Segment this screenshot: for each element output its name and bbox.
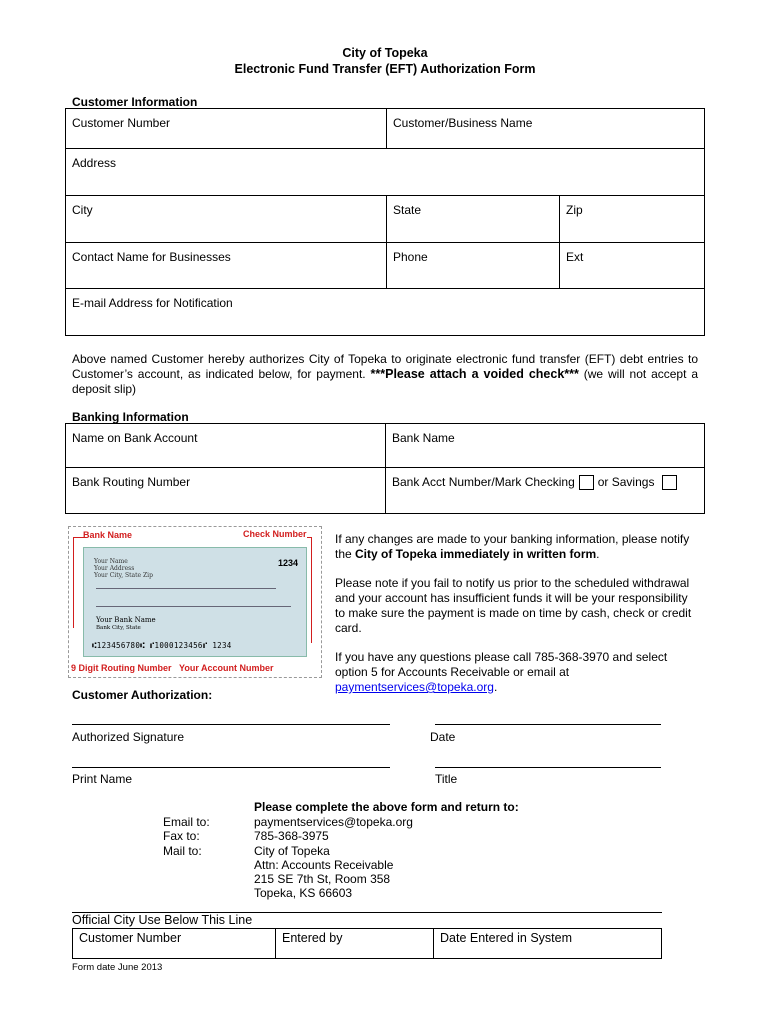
email-link[interactable]: paymentservices@topeka.org	[335, 680, 494, 694]
auth-text-bold: ***Please attach a voided check***	[370, 367, 579, 381]
savings-label: or Savings	[597, 475, 655, 489]
entered-by-label: Entered by	[282, 931, 343, 945]
account-number-field[interactable]	[386, 468, 705, 514]
title-label: Title	[435, 772, 458, 786]
banking-info-table	[65, 423, 705, 514]
address-label: Address	[72, 156, 117, 170]
signature-line[interactable]	[72, 724, 390, 725]
check-number: 1234	[277, 558, 298, 568]
zip-field[interactable]	[560, 196, 705, 243]
notes-p1-bold: City of Topeka immediately in written form	[355, 547, 597, 561]
customer-info-heading: Customer Information	[72, 95, 198, 109]
phone-field[interactable]	[387, 243, 560, 289]
state-field[interactable]	[387, 196, 560, 243]
notes-paragraph-changes	[335, 532, 693, 562]
official-use-heading: Official City Use Below This Line	[72, 913, 253, 927]
mail-line-4: Topeka, KS 66603	[254, 886, 353, 901]
check-payer-block	[94, 558, 153, 579]
customer-authorization-heading: Customer Authorization:	[72, 688, 213, 702]
form-date: Form date June 2013	[72, 962, 163, 973]
check-bank-line2: Bank City, State	[96, 625, 141, 631]
customer-number-field[interactable]	[66, 109, 387, 149]
check-pay-line	[96, 588, 276, 589]
banking-info-heading: Banking Information	[72, 410, 189, 424]
ext-field[interactable]	[560, 243, 705, 289]
print-name-label: Print Name	[72, 772, 133, 786]
address-field[interactable]	[66, 149, 705, 196]
notes-p3-text: If you have any questions please call 785-368-3970 and select option 5 for Accounts Receivable or email at	[335, 650, 668, 679]
check-city-line: Your City, State Zip	[94, 572, 153, 579]
account-number-caption: Your Account Number	[179, 663, 274, 673]
sample-check-illustration	[68, 526, 322, 678]
title-line[interactable]	[435, 767, 661, 768]
date-line[interactable]	[435, 724, 661, 725]
routing-number-label: Bank Routing Number	[72, 475, 191, 489]
routing-number-caption: 9 Digit Routing Number	[71, 663, 172, 673]
date-entered-field[interactable]	[434, 929, 662, 959]
date-entered-label: Date Entered in System	[440, 931, 573, 945]
email-to-label: Email to:	[163, 815, 210, 829]
fax-to-value: 785-368-3975	[254, 829, 329, 844]
bank-name-bracket	[73, 537, 84, 628]
org-title: City of Topeka	[342, 46, 428, 60]
notes-p1-end: .	[596, 547, 600, 561]
check-bank-block	[96, 616, 156, 632]
phone-label: Phone	[393, 250, 428, 264]
notes-column	[335, 532, 693, 695]
notes-paragraph-questions	[335, 650, 693, 695]
routing-number-field[interactable]	[66, 468, 386, 514]
bank-name-field[interactable]	[386, 424, 705, 468]
email-to-value: paymentservices@topeka.org	[254, 815, 413, 829]
notes-p1-text: If any changes are made to your banking information, please notify the	[335, 532, 690, 561]
ext-label: Ext	[566, 250, 584, 264]
email-label: E-mail Address for Notification	[72, 296, 233, 310]
mail-line-2: Attn: Accounts Receivable	[254, 857, 394, 872]
name-on-account-field[interactable]	[66, 424, 386, 468]
check-number-caption: Check Number	[243, 529, 307, 539]
check-address-line: Your Address	[94, 565, 135, 572]
business-name-field[interactable]	[387, 109, 705, 149]
customer-number-label: Customer Number	[72, 116, 171, 130]
return-labels	[163, 815, 210, 858]
email-field[interactable]	[66, 289, 705, 336]
auth-text-1: Above named Customer hereby authorizes City of Topeka to originate electronic fund transfer (EFT) debt entries to Customer’s account, as indicated below, for payment.	[72, 352, 698, 381]
auth-text-2: (we will not accept a deposit slip)	[72, 367, 698, 396]
mail-line-1: City of Topeka	[254, 843, 330, 858]
mail-to-label: Mail to:	[163, 843, 202, 858]
bank-name-label: Bank Name	[392, 431, 455, 445]
authorization-paragraph	[72, 352, 698, 397]
print-name-line[interactable]	[72, 767, 390, 768]
entered-by-field[interactable]	[276, 929, 434, 959]
authorized-signature-label: Authorized Signature	[72, 730, 185, 744]
check-number-bracket	[307, 537, 312, 643]
check-amount-line	[96, 606, 291, 607]
business-name-label: Customer/Business Name	[393, 116, 533, 130]
date-label: Date	[430, 730, 456, 744]
official-use-table	[72, 928, 662, 959]
check-bank-line1: Your Bank Name	[96, 616, 156, 624]
notes-p3-end: .	[493, 680, 498, 694]
customer-info-table	[65, 108, 705, 336]
bank-name-caption: Bank Name	[83, 530, 133, 540]
check-name-line: Your Name	[94, 558, 128, 565]
check-body	[83, 547, 307, 657]
checking-checkbox[interactable]	[579, 475, 594, 490]
contact-name-label: Contact Name for Businesses	[72, 250, 231, 264]
return-values	[254, 815, 413, 901]
fax-to-label: Fax to:	[163, 829, 200, 844]
official-customer-number-field[interactable]	[73, 929, 276, 959]
city-label: City	[72, 203, 93, 217]
name-on-account-label: Name on Bank Account	[72, 431, 198, 445]
savings-checkbox[interactable]	[662, 475, 677, 490]
official-customer-number-label: Customer Number	[79, 931, 182, 945]
account-number-label: Bank Acct Number/Mark Checking	[392, 475, 575, 489]
contact-name-field[interactable]	[66, 243, 387, 289]
check-micr-line: ⑆123456780⑆ ⑈1000123456⑈ 1234	[92, 641, 232, 650]
return-heading: Please complete the above form and return to:	[254, 800, 519, 814]
city-field[interactable]	[66, 196, 387, 243]
zip-label: Zip	[566, 203, 583, 217]
state-label: State	[393, 203, 422, 217]
mail-line-3: 215 SE 7th St, Room 358	[254, 872, 391, 887]
form-title: Electronic Fund Transfer (EFT) Authorization Form	[234, 62, 536, 76]
notes-paragraph-insufficient: Please note if you fail to notify us prior to the scheduled withdrawal and your account has insufficient funds it will be your responsibility to make sure the payment is made on time by cash, check or credit card.	[335, 576, 692, 635]
